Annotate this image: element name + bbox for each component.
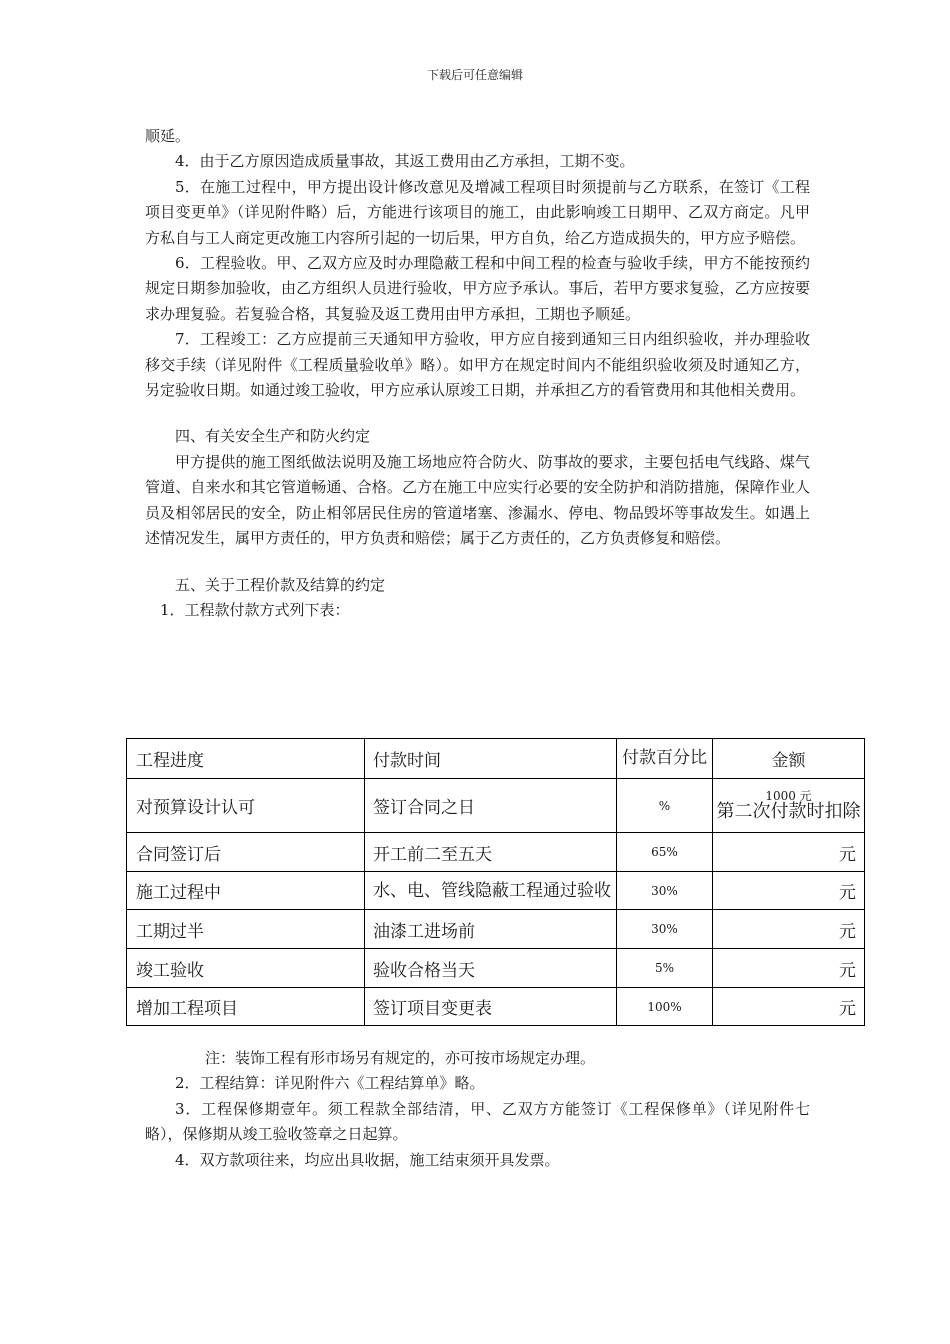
cell-amount: 元 [713,872,865,910]
header-percent: 付款百分比 [617,739,713,779]
notes-section [145,1046,810,1173]
paragraph-continuation: 顺延。 [145,127,191,145]
table-header-row [127,739,865,779]
cell-stage: 合同签订后 [127,833,365,872]
cell-percent: 30% [617,910,713,949]
section-4-title: 四、有关安全生产和防火约定 [175,427,371,446]
cell-time [365,872,617,910]
cell-time: 油漆工进场前 [365,910,617,949]
paragraph-item-7: 7．工程竣工：乙方应提前三天通知甲方验收，甲方应自接到通知三日内组织验收，并办理验收移交手续（详见附件《工程质量验收单》略）。如甲方在规定时间内不能组织验收须及时通知乙方，另定验收日期。如通过竣工验收，甲方应承认原竣工日期，并承担乙方的看管费用和其他相关费用。 [145,330,810,400]
cell-percent: % [617,779,713,833]
table-row [127,910,865,949]
table-row [127,988,865,1026]
paragraph-item-5: 5．在施工过程中，甲方提出设计修改意见及增减工程项目时须提前与乙方联系，在签订《工程项目变更单》（详见附件略）后，方能进行该项目的施工，由此影响竣工日期甲、乙双方商定。凡甲方私自与工人商定更改施工内容所引起的一切后果，甲方自负，给乙方造成损失的，甲方应予赔偿。 [145,177,810,247]
table-row [127,833,865,872]
table-row [127,872,865,910]
cell-time-text: 水、电、管线隐蔽工程通过验收 [373,880,611,901]
header-time: 付款时间 [365,739,617,779]
payment-table [126,738,865,1026]
cell-amount: 元 [713,910,865,949]
note-warranty: 3．工程保修期壹年。须工程款全部结清，甲、乙双方方能签订《工程保修单》（详见附件七略），保修期从竣工验收签章之日起算。 [145,1099,810,1144]
cell-stage: 施工过程中 [127,872,365,910]
cell-amount: 元 [713,949,865,988]
table-row [127,779,865,833]
cell-time: 验收合格当天 [365,949,617,988]
section-5-title: 五、关于工程价款及结算的约定 [175,575,386,594]
note-settlement: 2．工程结算：详见附件六《工程结算单》略。 [175,1074,485,1093]
cell-stage: 增加工程项目 [127,988,365,1026]
header-stage: 工程进度 [127,739,365,779]
payment-table-wrapper [126,738,865,1026]
contract-body [145,124,810,623]
header-amount: 金额 [713,739,865,779]
payment-table-intro: 1．工程款付款方式列下表： [160,600,350,619]
note-receipts: 4．双方款项往来，均应出具收据，施工结束须开具发票。 [175,1150,560,1169]
cell-time: 开工前二至五天 [365,833,617,872]
cell-percent: 5% [617,949,713,988]
cell-amount: 元 [713,833,865,872]
amount-text: 第二次付款时扣除 [716,800,861,822]
amount-note: 1000 元 [765,788,812,803]
cell-percent: 100% [617,988,713,1026]
paragraph-item-6: 6．工程验收。甲、乙双方应及时办理隐蔽工程和中间工程的检查与验收手续，甲方不能按预约规定日期参加验收，由乙方组织人员进行验收，甲方应予承认。事后，若甲方要求复验，乙方应按要求办理复验。若复验合格，其复验及返工费用由甲方承担，工期也予顺延。 [145,254,810,323]
section-4-body: 甲方提供的施工图纸做法说明及施工场地应符合防火、防事故的要求，主要包括电气线路、煤气管道、自来水和其它管道畅通、合格。乙方在施工中应实行必要的安全防护和消防措施，保障作业人员及相邻居民的安全，防止相邻居民住房的管道堵塞、渗漏水、停电、物品毁坏等事故发生。如遇上述情况发生，属甲方责任的，甲方负责和赔偿；属于乙方责任的，乙方负责修复和赔偿。 [145,452,810,548]
paragraph-item-4: 4．由于乙方原因造成质量事故，其返工费用由乙方承担，工期不变。 [175,152,635,171]
cell-stage: 对预算设计认可 [127,779,365,833]
cell-time: 签订项目变更表 [365,988,617,1026]
cell-percent: 30% [617,872,713,910]
cell-percent: 65% [617,833,713,872]
cell-stage: 工期过半 [127,910,365,949]
cell-amount [713,779,865,833]
cell-time: 签订合同之日 [365,779,617,833]
cell-stage: 竣工验收 [127,949,365,988]
table-row [127,949,865,988]
page-header: 下载后可任意编辑 [426,68,523,82]
cell-amount: 元 [713,988,865,1026]
note-market-rule: 注：装饰工程有形市场另有规定的，亦可按市场规定办理。 [205,1049,596,1067]
